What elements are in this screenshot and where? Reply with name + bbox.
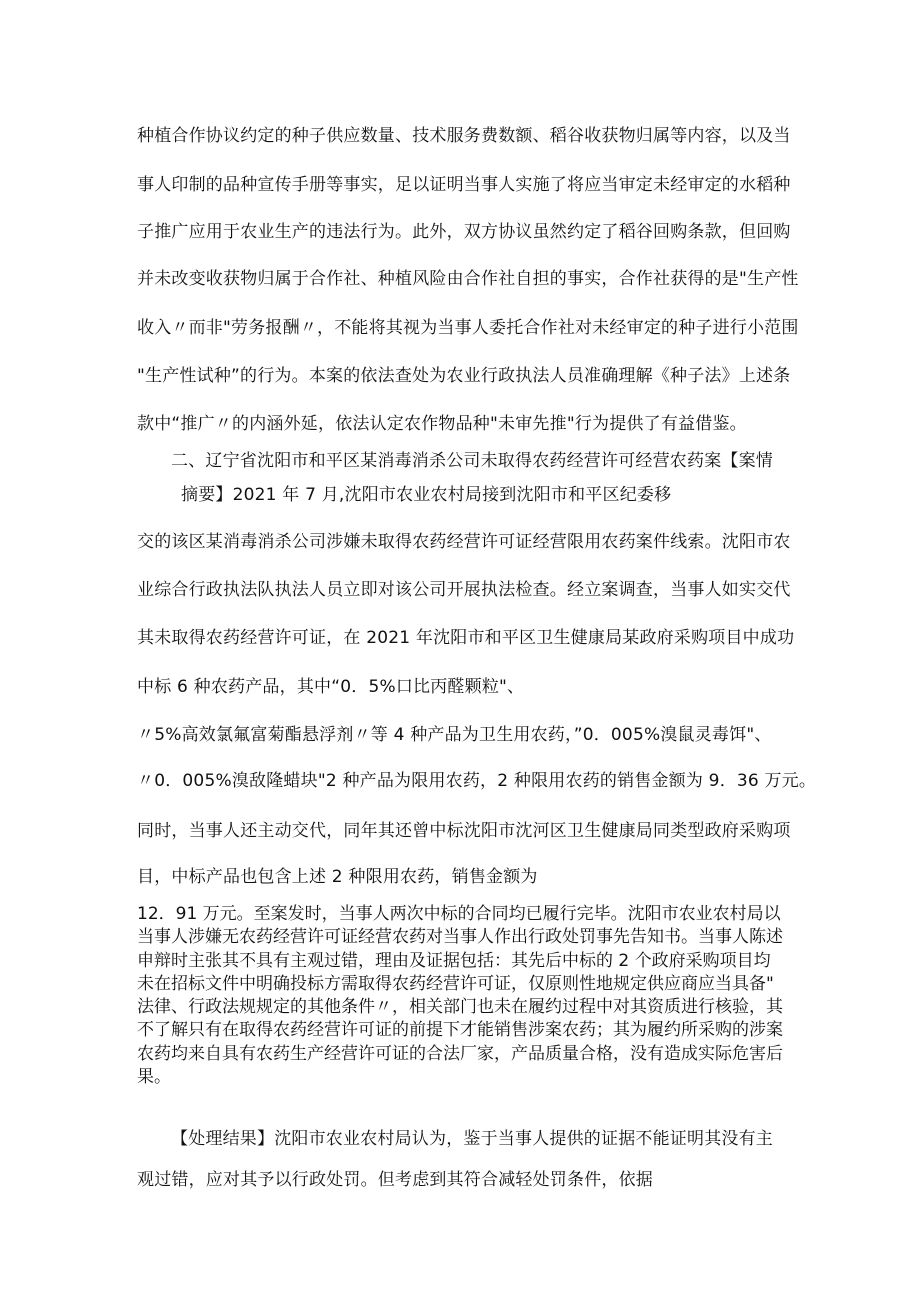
paragraph-line: 种植合作协议约定的种子供应数量、技术服务费数额、稻谷收获物归属等内容，以及当 [137,126,791,146]
paragraph-line: 收入〃而非"劳务报酬〃，不能将其视为当事人委托合作社对未经审定的种子进行小范围 [137,318,799,338]
paragraph-line: 当事人涉嫌无农药经营许可证经营农药对当事人作出行政处罚事先告知书。当事人陈述 [137,927,783,948]
paragraph-line: 并未改变收获物归属于合作社、种植风险由合作社自担的事实，合作社获得的是"生产性 [137,269,799,289]
paragraph-line: 子推广应用于农业生产的违法行为。此外，双方协议虽然约定了稻谷回购条款，但回购 [137,222,791,242]
paragraph-line: 其未取得农药经营许可证，在 2021 年沈阳市和平区卫生健康局某政府采购项目中成功 [137,628,795,648]
paragraph-line: 款中“推广〃的内涵外延，依法认定农作物品种"未审先推"行为提供了有益借鉴。 [137,414,747,434]
paragraph-line: 农药均来自具有农药生产经营许可证的合法厂家，产品质量合格，没有造成实际危害后 [137,1043,783,1064]
section-summary-line: 摘要】2021 年 7 月,沈阳市农业农村局接到沈阳市和平区纪委移 [181,485,672,505]
paragraph-line: 中标 6 种农药产品，其中“0．5%口比丙醛颗粒"、 [137,677,525,697]
dense-paragraph [137,903,787,1089]
paragraph-line: 果。 [137,1067,171,1088]
paragraph-line: 12．91 万元。至案发时，当事人两次中标的合同均已履行完毕。沈阳市农业农村局以 [137,904,781,924]
paragraph-line: 法律、行政法规规定的其他条件〃，相关部门也未在履约过程中对其资质进行核验，其 [137,997,783,1018]
paragraph-line: 同时，当事人还主动交代，同年其还曾中标沈阳市沈河区卫生健康局同类型政府采购项 [137,821,791,841]
paragraph-line: 申辩时主张其不具有主观过错，理由及证据包括：其先后中标的 2 个政府采购项目均 [137,950,771,971]
paragraph-line: 〃5%高效氯氟富菊酯悬浮剂〃等 4 种产品为卫生用农药，”0．005%溴鼠灵毒饵"、 [137,725,772,745]
paragraph-line: "生产性试种”的行为。本案的依法查处为农业行政执法人员准确理解《种子法》上述条 [137,366,791,386]
paragraph-line: 不了解只有在取得农药经营许可证的前提下才能销售涉案农药；其为履约所采购的涉案 [137,1020,783,1041]
result-heading-line: 【处理结果】沈阳市农业农村局认为，鉴于当事人提供的证据不能证明其没有主 [171,1129,773,1149]
paragraph-line: 〃0．005%溴敌隆蜡块"2 种产品为限用农药，2 种限用农药的销售金额为 9．36 万元。 [137,771,817,791]
section-heading: 二、辽宁省沈阳市和平区某消毒消杀公司未取得农药经营许可经营农药案【案情 [171,451,773,471]
paragraph-line: 未在招标文件中明确投标方需取得农药经营许可证，仅原则性地规定供应商应当具备" [137,973,774,994]
paragraph-line: 交的该区某消毒消杀公司涉嫌未取得农药经营许可证经营限用农药案件线索。沈阳市农 [137,532,791,552]
paragraph-line: 事人印制的品种宣传手册等事实，足以证明当事人实施了将应当审定未经审定的水稻种 [137,175,791,195]
paragraph-line: 业综合行政执法队执法人员立即对该公司开展执法检查。经立案调查，当事人如实交代 [137,580,791,600]
paragraph-line: 观过错，应对其予以行政处罚。但考虑到其符合减轻处罚条件，依据 [137,1170,653,1190]
paragraph-line: 目，中标产品也包含上述 2 种限用农药，销售金额为 [137,867,538,887]
